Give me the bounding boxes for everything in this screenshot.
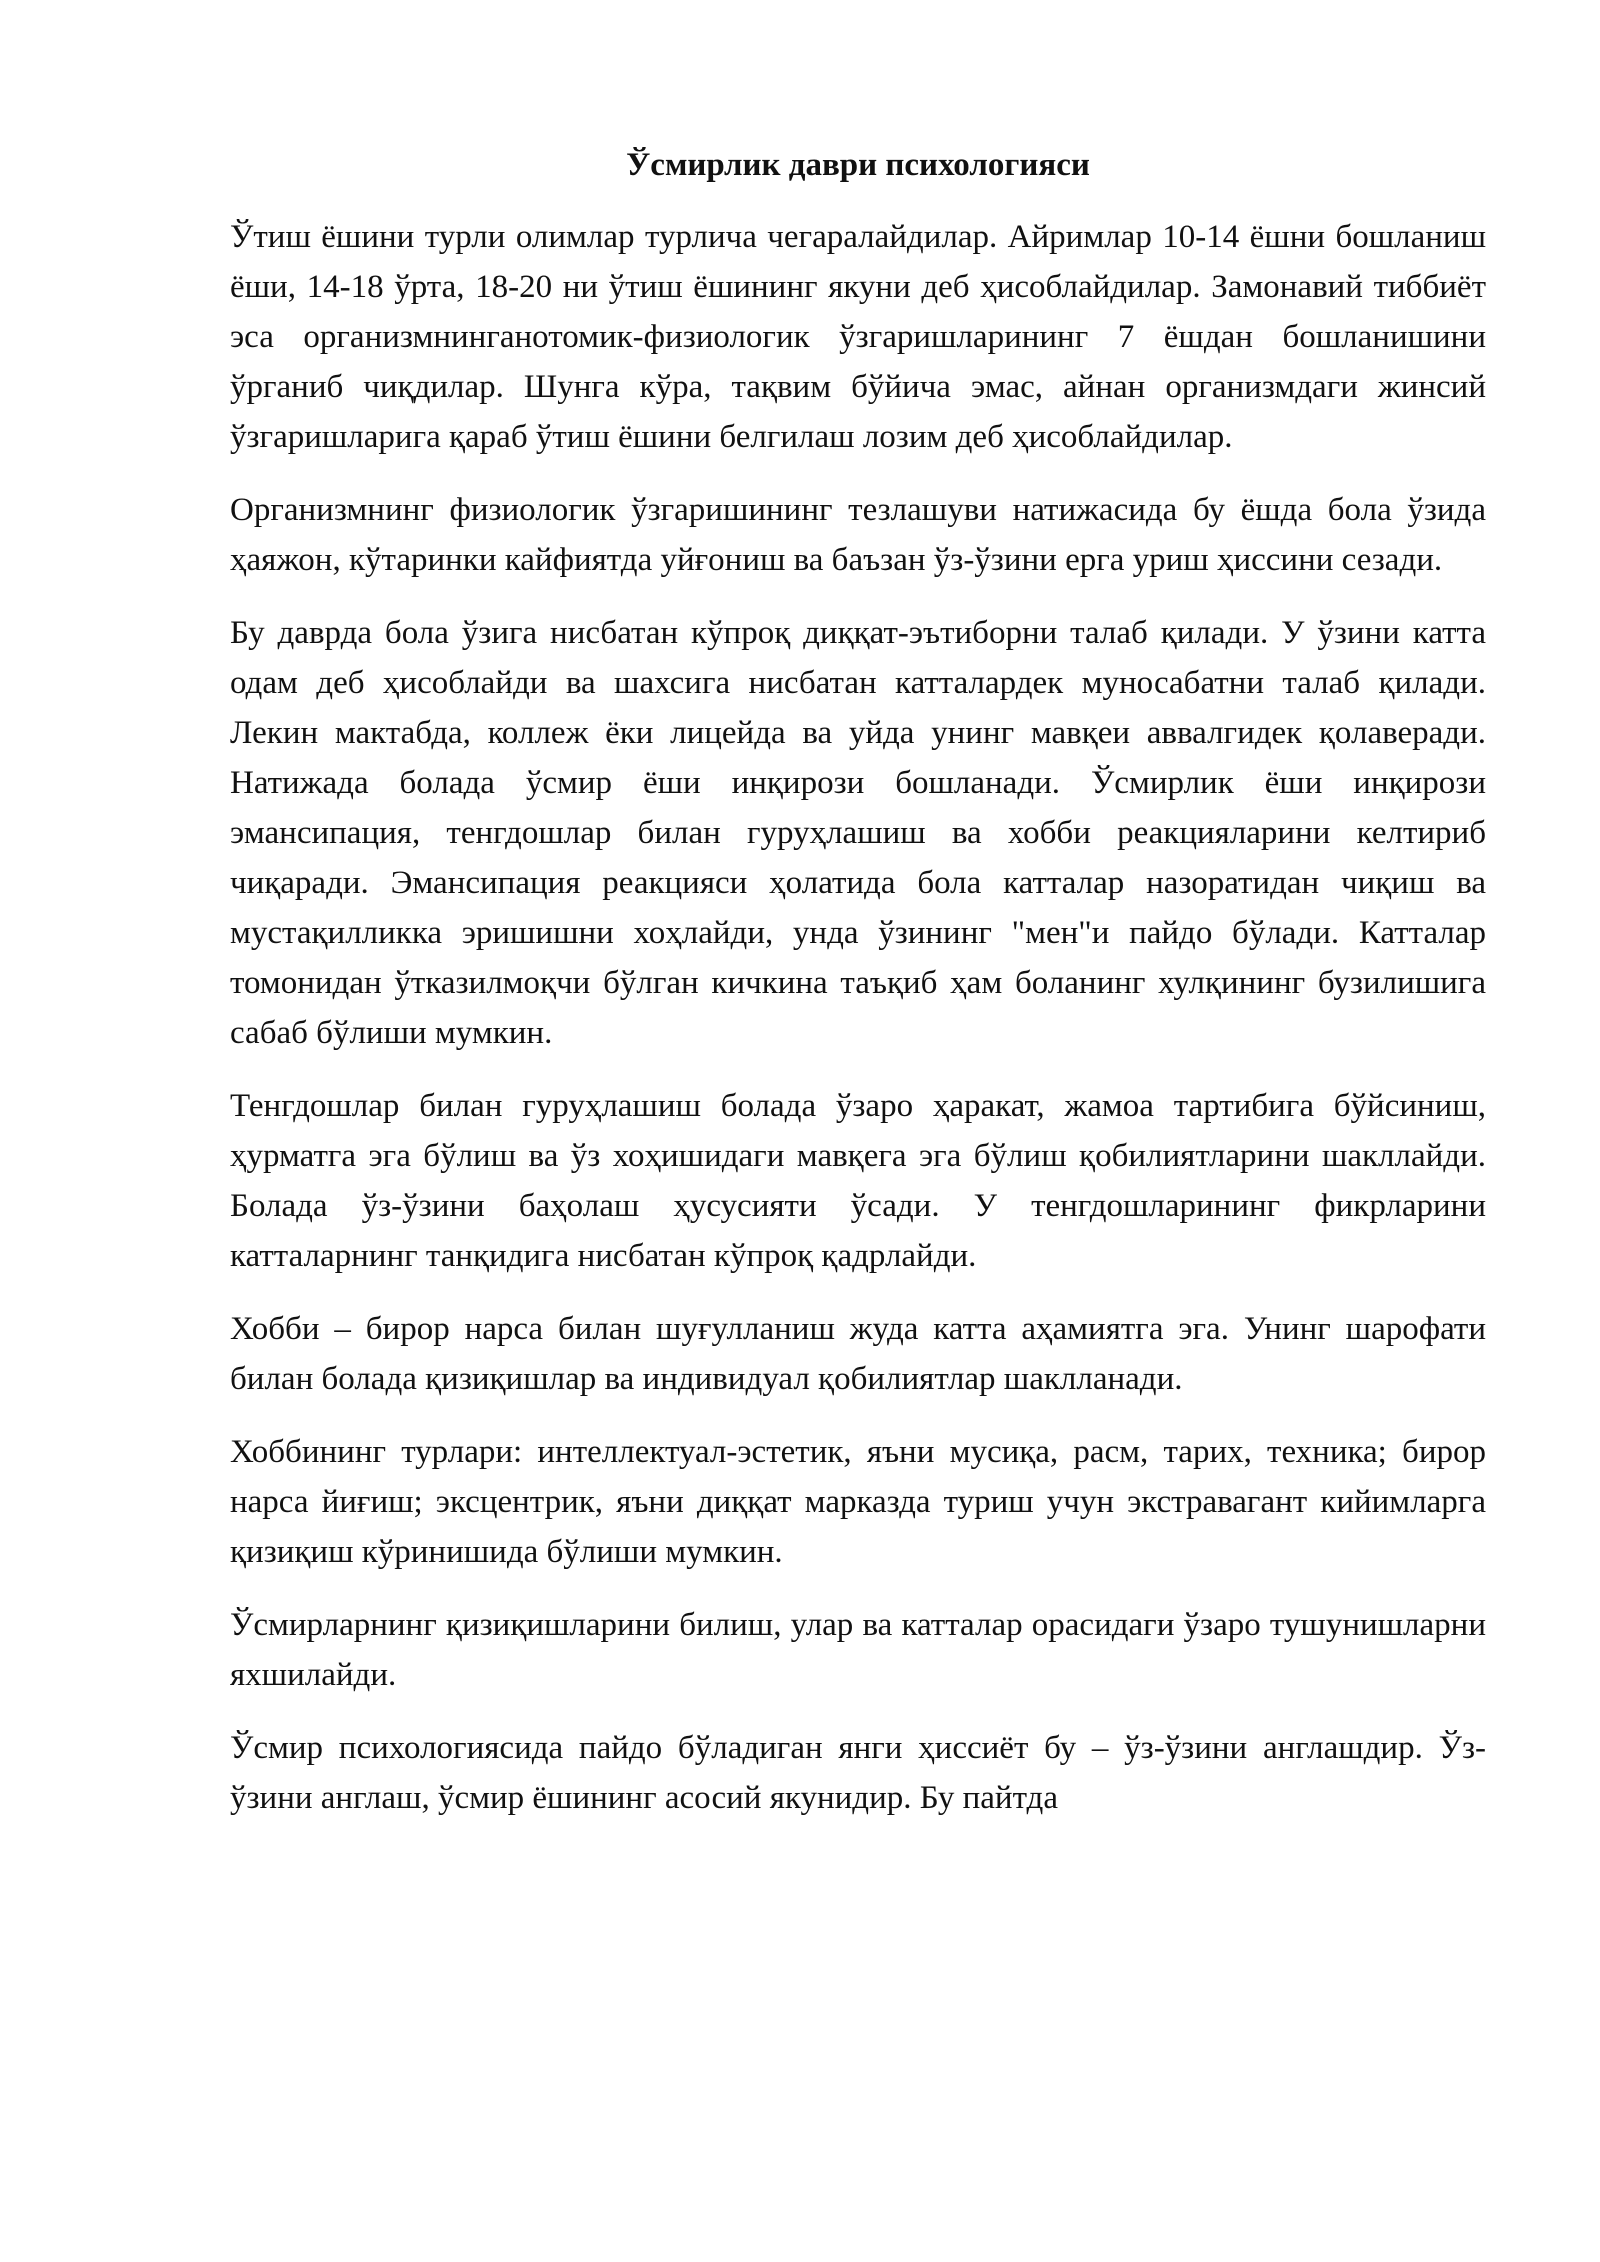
document-title: Ўсмирлик даври психологияси (626, 147, 1090, 183)
paragraph: Хобби – бирор нарса билан шуғулланиш жуда катта аҳамиятга эга. Унинг шарофати билан болада қизиқишлар ва индивидуал қобилиятлар шаклланади. (230, 1311, 1486, 1397)
paragraph: Хоббининг турлари: интеллектуал-эстетик, яъни мусиқа, расм, тарих, техника; бирор нарса йиғиш; эксцентрик, яъни диққат марказда туриш учун экстравагант кийимларга қизиқиш кўринишида бўлиши мумкин. (230, 1434, 1486, 1570)
document-page (230, 140, 1486, 1846)
paragraph: Ўсмирларнинг қизиқишларини билиш, улар ва катталар орасидаги ўзаро тушунишларни яхшилайди. (230, 1607, 1486, 1693)
paragraph: Бу даврда бола ўзига нисбатан кўпроқ диққат-эътиборни талаб қилади. У ўзини катта одам деб ҳисоблайди ва шахсига нисбатан катталардек муносабатни талаб қилади. Лекин мактабда, коллеж ёки лицейда ва уйда унинг мавқеи аввалгидек қолаверади. Натижада болада ўсмир ёши инқирози бошланади. Ўсмирлик ёши инқирози эмансипация, тенгдошлар билан гуруҳлашиш ва хобби реакцияларини келтириб чиқаради. Эмансипация реакцияси ҳолатида бола катталар назоратидан чиқиш ва мустақилликка эришишни хоҳлайди, унда ўзининг "мен"и пайдо бўлади. Катталар томонидан ўтказилмоқчи бўлган кичкина таъқиб ҳам боланинг хулқининг бузилишига сабаб бўлиши мумкин. (230, 615, 1486, 1051)
paragraph: Ўсмир психологиясида пайдо бўладиган янги ҳиссиёт бу – ўз-ўзини англашдир. Ўз-ўзини англаш, ўсмир ёшининг асосий якунидир. Бу пайтда (230, 1730, 1486, 1816)
paragraph: Тенгдошлар билан гуруҳлашиш болада ўзаро ҳаракат, жамоа тартибига бўйсиниш, ҳурматга эга бўлиш ва ўз хоҳишидаги мавқега эга бўлиш қобилиятларини шакллайди. Болада ўз-ўзини баҳолаш ҳусусияти ўсади. У тенгдошларининг фикрларини катталарнинг танқидига нисбатан кўпроқ қадрлайди. (230, 1088, 1486, 1274)
paragraph: Организмнинг физиологик ўзгаришининг тезлашуви натижасида бу ёшда бола ўзида ҳаяжон, кўтаринки кайфиятда уйғониш ва баъзан ўз-ўзини ерга уриш ҳиссини сезади. (230, 492, 1486, 578)
paragraph: Ўтиш ёшини турли олимлар турлича чегаралайдилар. Айримлар 10-14 ёшни бошланиш ёши, 14-18 ўрта, 18-20 ни ўтиш ёшининг якуни деб ҳисоблайдилар. Замонавий тиббиёт эса организмнинганотомик-физиологик ўзгаришларининг 7 ёшдан бошланишини ўрганиб чиқдилар. Шунга кўра, тақвим бўйича эмас, айнан организмдаги жинсий ўзгаришларига қараб ўтиш ёшини белгилаш лозим деб ҳисоблайдилар. (230, 219, 1486, 455)
